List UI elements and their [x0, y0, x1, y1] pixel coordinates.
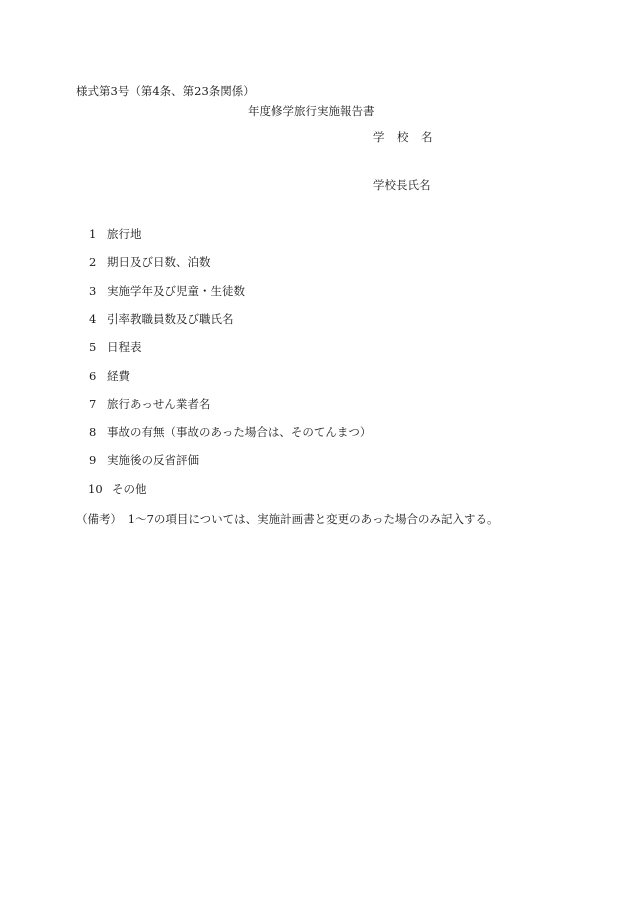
- item-label: 旅行あっせん業者名: [107, 397, 211, 411]
- report-item: [0, 369, 600, 383]
- item-label: 事故の有無（事故のあった場合は、そのてんまつ）: [107, 425, 372, 439]
- item-label: 旅行地: [107, 227, 142, 241]
- item-label: 引率教職員数及び職氏名: [107, 312, 234, 326]
- report-item: [0, 425, 600, 439]
- report-item: [0, 255, 600, 269]
- report-item: [0, 284, 600, 298]
- form-number: 様式第3号（第4条、第23条関係）: [76, 84, 255, 98]
- item-label: その他: [112, 482, 147, 496]
- item-number: 3: [89, 284, 97, 298]
- report-item: [0, 312, 600, 326]
- item-number: 1: [89, 227, 97, 241]
- report-item: [0, 482, 600, 496]
- item-number: 8: [89, 425, 97, 439]
- item-number: 7: [89, 397, 97, 411]
- item-label: 実施後の反省評価: [107, 453, 199, 467]
- report-item: [0, 397, 600, 411]
- item-number: 5: [89, 340, 97, 354]
- item-number: 4: [89, 312, 97, 326]
- item-label: 経費: [107, 369, 130, 383]
- report-item: [0, 453, 600, 467]
- item-number: 6: [89, 369, 97, 383]
- item-label: 期日及び日数、泊数: [107, 255, 211, 269]
- report-item: [0, 340, 600, 354]
- school-name-label: 学 校 名: [373, 130, 433, 144]
- remarks-note: （備考） 1～7の項目については、実施計画書と変更のあった場合のみ記入する。: [76, 512, 499, 526]
- item-label: 実施学年及び児童・生徒数: [107, 284, 245, 298]
- item-number: 2: [89, 255, 97, 269]
- document-title: 年度修学旅行実施報告書: [248, 104, 375, 118]
- item-number: 9: [89, 453, 97, 467]
- item-number: 10: [88, 482, 103, 496]
- principal-name-label: 学校長氏名: [373, 178, 431, 192]
- report-item: [0, 227, 600, 241]
- item-label: 日程表: [107, 340, 142, 354]
